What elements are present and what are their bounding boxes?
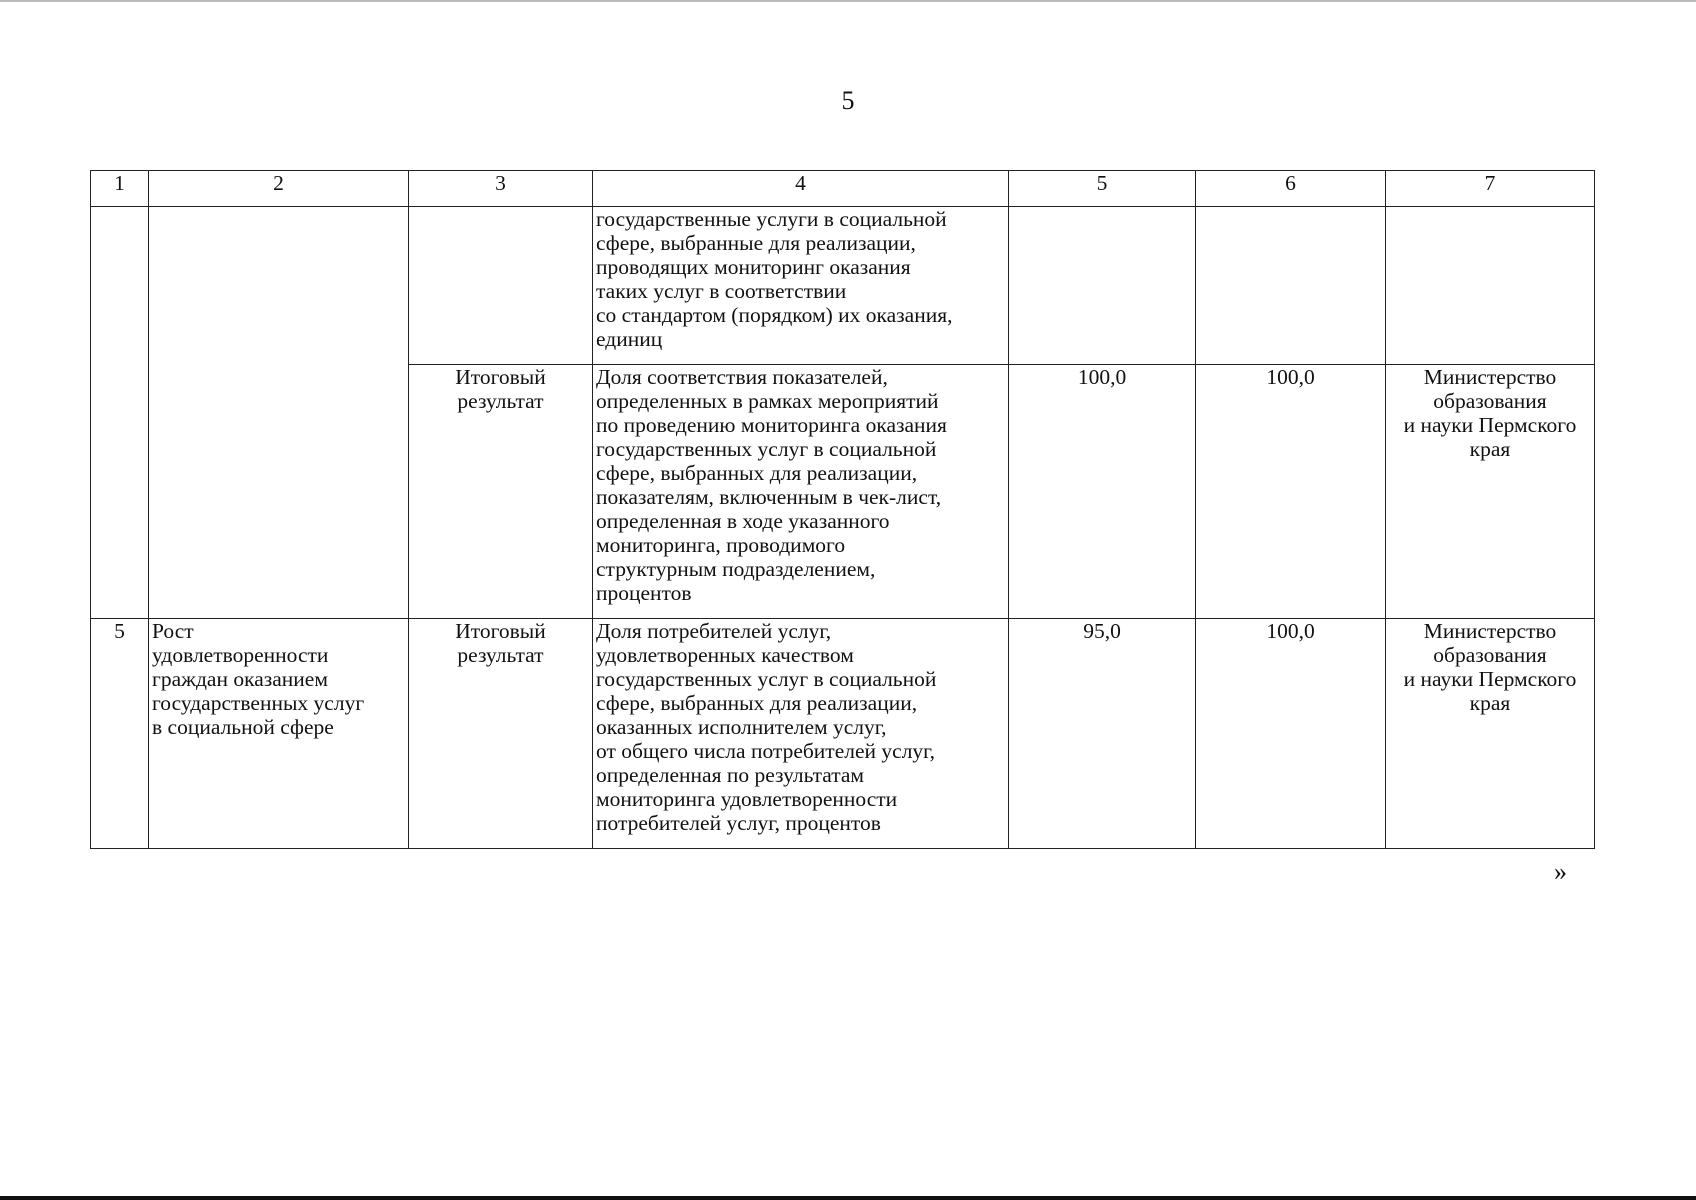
indicator-line: государственные услуги в социальной [596, 207, 947, 231]
result-type-line: результат [457, 643, 544, 667]
responsible-line: края [1469, 437, 1511, 461]
indicator-line: определенных в рамках мероприятий [596, 389, 939, 413]
responsible-line: Министерство [1423, 619, 1557, 643]
indicator-line: мониторинга удовлетворенности [596, 787, 898, 811]
row-4-goal-cell [149, 207, 409, 619]
indicator-line: со стандартом (порядком) их оказания, [596, 303, 953, 327]
goal-line: государственных услуг [152, 691, 365, 715]
scan-edge-top [0, 0, 1696, 2]
result-type-line: Итоговый [455, 365, 546, 389]
header-cell-2: 2 [149, 171, 409, 207]
scan-edge-bottom [0, 1196, 1696, 1200]
header-cell-7: 7 [1386, 171, 1595, 207]
indicator-line: определенная в ходе указанного [596, 509, 890, 533]
row-5-number-cell: 5 [91, 619, 149, 849]
indicator-line: государственных услуг в социальной [596, 667, 937, 691]
row-4b-value-6-cell: 100,0 [1196, 365, 1386, 619]
continued-value-5-cell [1009, 207, 1196, 365]
indicator-line: Доля потребителей услуг, [596, 619, 832, 643]
indicator-line: процентов [596, 581, 692, 605]
header-cell-6: 6 [1196, 171, 1386, 207]
header-cell-4: 4 [593, 171, 1009, 207]
indicator-line: показателям, включенным в чек-лист, [596, 485, 942, 509]
row-5-result-type-cell [409, 619, 593, 849]
responsible-line: края [1469, 691, 1511, 715]
row-5-value-5-cell: 95,0 [1009, 619, 1196, 849]
goal-line: Рост [152, 619, 194, 643]
row-4-number-cell [91, 207, 149, 619]
continued-value-6-cell [1196, 207, 1386, 365]
responsible-line: Министерство [1423, 365, 1557, 389]
indicator-line: государственных услуг в социальной [596, 437, 937, 461]
indicator-line: проводящих мониторинг оказания [596, 255, 911, 279]
header-cell-1: 1 [91, 171, 149, 207]
table-row-continued [91, 207, 1595, 365]
goal-line: удовлетворенности [152, 643, 329, 667]
result-type-line: результат [457, 389, 544, 413]
result-type-line: Итоговый [455, 619, 546, 643]
responsible-line: образования [1433, 389, 1547, 413]
continued-responsible-cell [1386, 207, 1595, 365]
page-number: 5 [841, 86, 855, 115]
indicator-line: сфере, выбранных для реализации, [596, 461, 918, 485]
row-4b-result-type-cell [409, 365, 593, 619]
indicator-line: потребителей услуг, процентов [596, 811, 881, 835]
indicator-line: мониторинга, проводимого [596, 533, 846, 557]
closing-quote-mark: » [1554, 857, 1567, 886]
indicator-line: сфере, выбранных для реализации, [596, 691, 918, 715]
indicator-line: по проведению мониторинга оказания [596, 413, 947, 437]
table-header-row [91, 171, 1595, 207]
table-row-5 [91, 619, 1595, 849]
responsible-line: и науки Пермского [1403, 413, 1577, 437]
indicator-line: от общего числа потребителей услуг, [596, 739, 935, 763]
indicator-line: сфере, выбранные для реализации, [596, 231, 916, 255]
indicator-line: определенная по результатам [596, 763, 865, 787]
row-5-goal-cell [149, 619, 409, 849]
responsible-line: и науки Пермского [1403, 667, 1577, 691]
continued-result-type-cell [409, 207, 593, 365]
row-5-responsible-cell [1386, 619, 1595, 849]
row-4b-value-5-cell: 100,0 [1009, 365, 1196, 619]
row-4b-responsible-cell [1386, 365, 1595, 619]
indicator-line: единиц [596, 327, 663, 351]
responsible-line: образования [1433, 643, 1547, 667]
indicator-line: Доля соответствия показателей, [596, 365, 888, 389]
row-4b-indicator-cell [593, 365, 1009, 619]
goal-line: в социальной сфере [152, 715, 334, 739]
indicators-table [90, 170, 1595, 849]
indicator-line: структурным подразделением, [596, 557, 876, 581]
header-cell-5: 5 [1009, 171, 1196, 207]
row-5-indicator-cell [593, 619, 1009, 849]
row-5-value-6-cell: 100,0 [1196, 619, 1386, 849]
continued-indicator-cell [593, 207, 1009, 365]
indicator-line: оказанных исполнителем услуг, [596, 715, 887, 739]
goal-line: граждан оказанием [152, 667, 328, 691]
indicator-line: удовлетворенных качеством [596, 643, 854, 667]
indicator-line: таких услуг в соответствии [596, 279, 847, 303]
header-cell-3: 3 [409, 171, 593, 207]
